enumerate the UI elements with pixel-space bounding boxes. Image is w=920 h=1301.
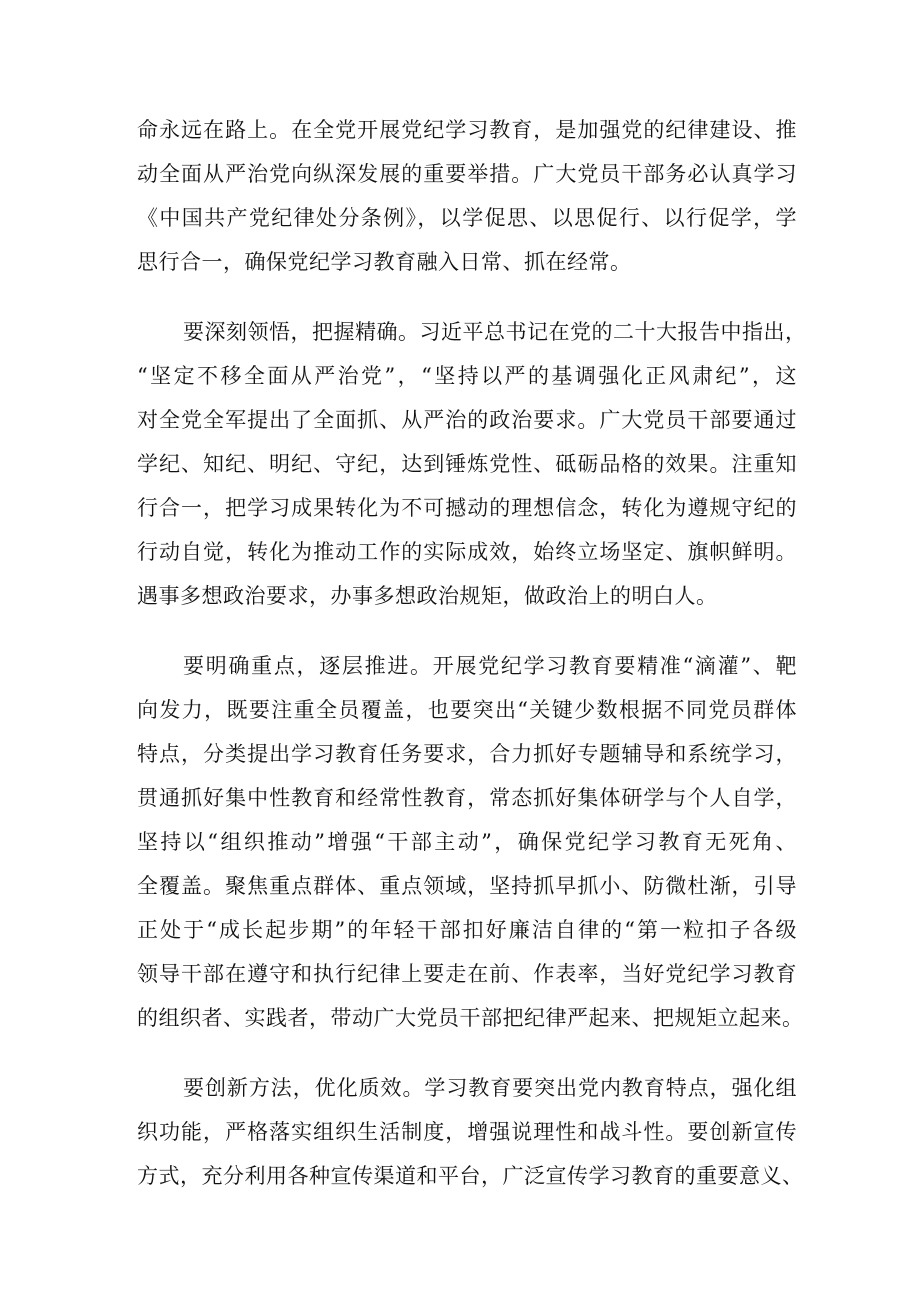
paragraph-gap (137, 284, 797, 310)
paragraph-gap (137, 1040, 797, 1066)
text-line: 思行合一，确保党纪学习教育融入日常、抓在经常。 (137, 250, 632, 274)
paragraph-2 (137, 310, 807, 618)
text-line: 行动自觉，转化为推动工作的实际成效，始终立场坚定、旗帜鲜明。 (137, 540, 797, 564)
document-body (137, 108, 807, 1198)
text-line: 行合一，把学习成果转化为不可撼动的理想信念，转化为遵规守纪的 (137, 496, 797, 520)
paragraph-gap (137, 618, 797, 644)
text-line: 学纪、知纪、明纪、守纪，达到锤炼党性、砥砺品格的效果。注重知 (137, 452, 797, 476)
text-line: 织功能，严格落实组织生活制度，增强说理性和战斗性。要创新宣传 (137, 1120, 797, 1144)
text-line: 要创新方法，优化质效。学习教育要突出党内教育特点，强化组 (183, 1076, 797, 1100)
text-line: 领导干部在遵守和执行纪律上要走在前、作表率，当好党纪学习教育 (137, 962, 797, 986)
text-line: 贯通抓好集中性教育和经常性教育，常态抓好集体研学与个人自学， (137, 786, 797, 810)
text-line: 特点，分类提出学习教育任务要求，合力抓好专题辅导和系统学习， (137, 742, 797, 766)
paragraph-3 (137, 644, 804, 1040)
text-line: 要深刻领悟，把握精确。习近平总书记在党的二十大报告中指出， (183, 320, 807, 344)
text-line: 坚持以“组织推动”增强“干部主动”，确保党纪学习教育无死角、 (137, 830, 797, 854)
text-line: 向发力，既要注重全员覆盖，也要突出“关键少数根据不同党员群体 (137, 698, 797, 722)
text-line: “坚定不移全面从严治党”，“坚持以严的基调强化正风肃纪”，这 (137, 364, 797, 388)
paragraph-1 (137, 108, 797, 284)
text-line: 的组织者、实践者，带动广大党员干部把纪律严起来、把规矩立起来。 (137, 1006, 804, 1030)
paragraph-4 (137, 1066, 804, 1198)
text-line: 正处于“成长起步期”的年轻干部扣好廉洁自律的“第一粒扣子各级 (137, 918, 797, 942)
text-line: 《中国共产党纪律处分条例》，以学促思、以思促行、以行促学，学 (137, 206, 797, 230)
text-line: 全覆盖。聚焦重点群体、重点领域，坚持抓早抓小、防微杜渐，引导 (137, 874, 797, 898)
text-line: 遇事多想政治要求，办事多想政治规矩，做政治上的明白人。 (137, 584, 718, 608)
text-line: 方式，充分利用各种宣传渠道和平台，广泛宣传学习教育的重要意义、 (137, 1164, 804, 1188)
text-line: 对全党全军提出了全面抓、从严治的政治要求。广大党员干部要通过 (137, 408, 797, 432)
text-line: 命永远在路上。在全党开展党纪学习教育，是加强党的纪律建设、推 (137, 118, 797, 142)
text-line: 要明确重点，逐层推进。开展党纪学习教育要精准“滴灌”、靶 (183, 654, 797, 678)
text-line: 动全面从严治党向纵深发展的重要举措。广大党员干部务必认真学习 (137, 162, 797, 186)
